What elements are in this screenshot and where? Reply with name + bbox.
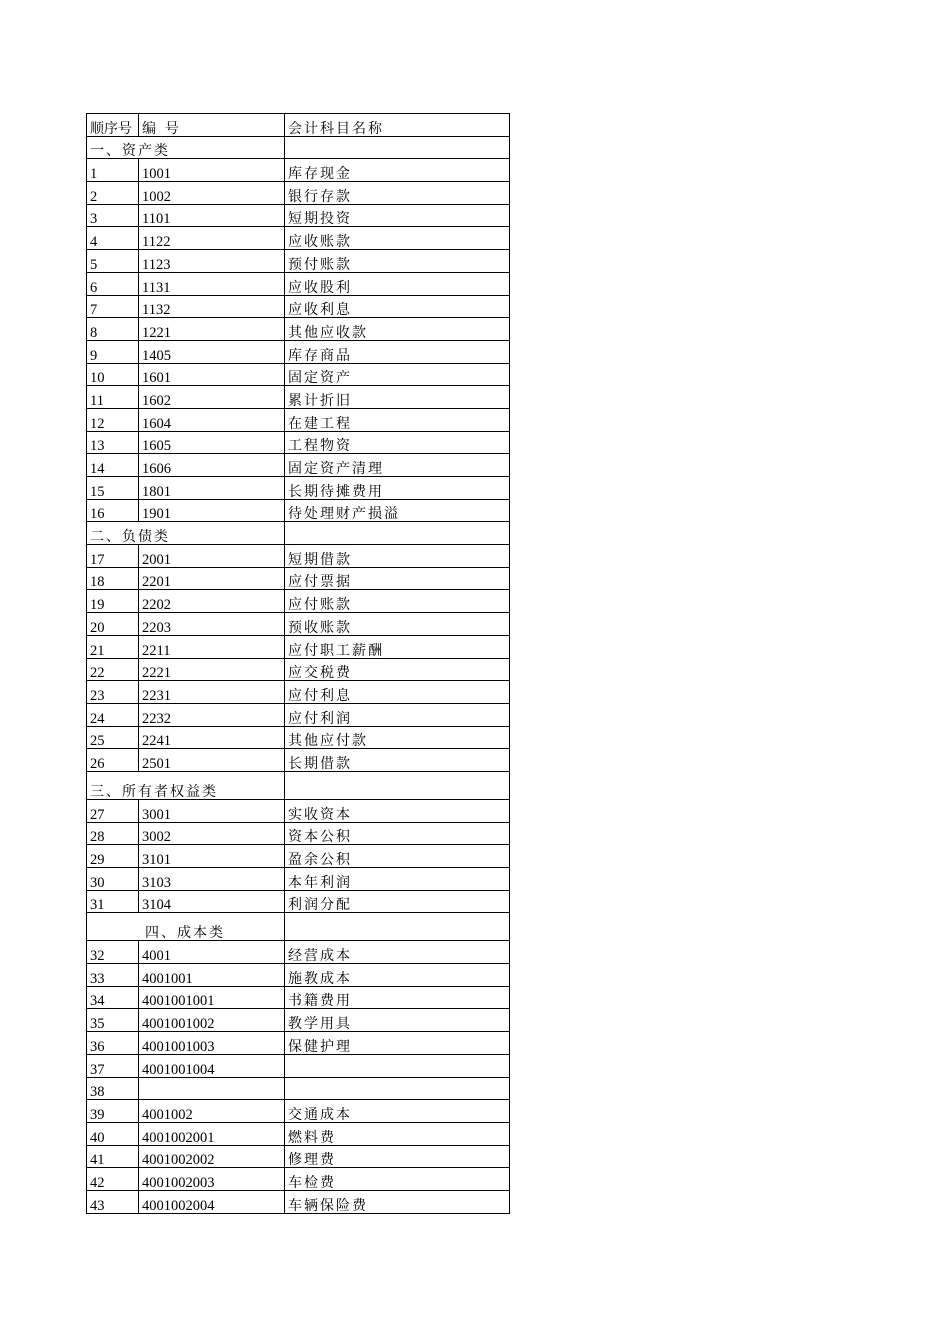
chart-of-accounts-table bbox=[86, 113, 510, 1214]
code-cell: 1606 bbox=[139, 454, 285, 477]
table-row bbox=[87, 318, 510, 341]
table-row bbox=[87, 1190, 510, 1213]
account-name-cell: 累计折旧 bbox=[285, 386, 510, 409]
seq-cell: 14 bbox=[87, 454, 139, 477]
account-name-cell: 短期借款 bbox=[285, 545, 510, 568]
account-name-cell: 应交税费 bbox=[285, 658, 510, 681]
section-label: 二、负债类 bbox=[87, 522, 285, 545]
table-row bbox=[87, 749, 510, 772]
table-row bbox=[87, 681, 510, 704]
code-cell: 4001001002 bbox=[139, 1009, 285, 1032]
code-cell: 1405 bbox=[139, 340, 285, 363]
code-cell: 1221 bbox=[139, 318, 285, 341]
seq-cell: 19 bbox=[87, 590, 139, 613]
table-row bbox=[87, 408, 510, 431]
code-cell: 1123 bbox=[139, 250, 285, 273]
seq-cell: 23 bbox=[87, 681, 139, 704]
table-row bbox=[87, 1054, 510, 1077]
account-name-cell: 交通成本 bbox=[285, 1100, 510, 1123]
table-row bbox=[87, 1168, 510, 1191]
code-cell: 2203 bbox=[139, 613, 285, 636]
account-name-cell: 库存现金 bbox=[285, 159, 510, 182]
account-name-cell: 教学用具 bbox=[285, 1009, 510, 1032]
seq-cell: 38 bbox=[87, 1077, 139, 1100]
account-name-cell: 长期借款 bbox=[285, 749, 510, 772]
table-row bbox=[87, 726, 510, 749]
table-row bbox=[87, 964, 510, 987]
seq-cell: 12 bbox=[87, 408, 139, 431]
account-name-cell: 车检费 bbox=[285, 1168, 510, 1191]
code-cell: 1604 bbox=[139, 408, 285, 431]
code-cell: 2241 bbox=[139, 726, 285, 749]
account-name-cell: 书籍费用 bbox=[285, 986, 510, 1009]
section-label: 三、所有者权益类 bbox=[87, 771, 285, 799]
code-cell: 3101 bbox=[139, 845, 285, 868]
seq-cell: 5 bbox=[87, 250, 139, 273]
seq-cell: 41 bbox=[87, 1145, 139, 1168]
account-name-cell: 应付职工薪酬 bbox=[285, 635, 510, 658]
seq-cell: 24 bbox=[87, 703, 139, 726]
section-empty-cell bbox=[285, 913, 510, 941]
account-name-cell: 应付账款 bbox=[285, 590, 510, 613]
code-cell: 3104 bbox=[139, 890, 285, 913]
seq-cell: 10 bbox=[87, 363, 139, 386]
table-row bbox=[87, 204, 510, 227]
table-row bbox=[87, 658, 510, 681]
table-row bbox=[87, 822, 510, 845]
code-cell: 4001002 bbox=[139, 1100, 285, 1123]
seq-cell: 32 bbox=[87, 941, 139, 964]
header-code: 编 号 bbox=[139, 114, 285, 137]
seq-cell: 42 bbox=[87, 1168, 139, 1191]
table-row bbox=[87, 545, 510, 568]
seq-cell: 34 bbox=[87, 986, 139, 1009]
code-cell: 2001 bbox=[139, 545, 285, 568]
table-row bbox=[87, 613, 510, 636]
seq-cell: 11 bbox=[87, 386, 139, 409]
table-row bbox=[87, 431, 510, 454]
account-name-cell: 其他应收款 bbox=[285, 318, 510, 341]
account-name-cell: 应付利润 bbox=[285, 703, 510, 726]
code-cell: 1901 bbox=[139, 499, 285, 522]
seq-cell: 13 bbox=[87, 431, 139, 454]
section-row bbox=[87, 136, 510, 159]
code-cell: 3001 bbox=[139, 799, 285, 822]
seq-cell: 33 bbox=[87, 964, 139, 987]
table-row bbox=[87, 1145, 510, 1168]
code-cell: 1101 bbox=[139, 204, 285, 227]
code-cell: 2201 bbox=[139, 567, 285, 590]
seq-cell: 1 bbox=[87, 159, 139, 182]
account-name-cell bbox=[285, 1077, 510, 1100]
account-name-cell: 待处理财产损溢 bbox=[285, 499, 510, 522]
seq-cell: 37 bbox=[87, 1054, 139, 1077]
header-name: 会计科目名称 bbox=[285, 114, 510, 137]
table-row bbox=[87, 182, 510, 205]
seq-cell: 9 bbox=[87, 340, 139, 363]
code-cell bbox=[139, 1077, 285, 1100]
account-name-cell: 应付利息 bbox=[285, 681, 510, 704]
table-row bbox=[87, 941, 510, 964]
table-row bbox=[87, 635, 510, 658]
code-cell: 1122 bbox=[139, 227, 285, 250]
table-row bbox=[87, 159, 510, 182]
seq-cell: 25 bbox=[87, 726, 139, 749]
section-row bbox=[87, 771, 510, 799]
code-cell: 4001002003 bbox=[139, 1168, 285, 1191]
seq-cell: 2 bbox=[87, 182, 139, 205]
account-name-cell: 利润分配 bbox=[285, 890, 510, 913]
code-cell: 1601 bbox=[139, 363, 285, 386]
account-name-cell: 其他应付款 bbox=[285, 726, 510, 749]
section-empty-cell bbox=[285, 771, 510, 799]
seq-cell: 17 bbox=[87, 545, 139, 568]
account-name-cell: 固定资产 bbox=[285, 363, 510, 386]
seq-cell: 16 bbox=[87, 499, 139, 522]
code-cell: 4001001003 bbox=[139, 1032, 285, 1055]
seq-cell: 20 bbox=[87, 613, 139, 636]
section-empty-cell bbox=[285, 136, 510, 159]
header-seq: 顺序号 bbox=[87, 114, 139, 137]
code-cell: 4001002002 bbox=[139, 1145, 285, 1168]
code-cell: 1131 bbox=[139, 272, 285, 295]
seq-cell: 43 bbox=[87, 1190, 139, 1213]
account-name-cell: 库存商品 bbox=[285, 340, 510, 363]
account-name-cell: 固定资产清理 bbox=[285, 454, 510, 477]
table-row bbox=[87, 454, 510, 477]
code-cell: 4001001001 bbox=[139, 986, 285, 1009]
code-cell: 4001 bbox=[139, 941, 285, 964]
code-cell: 4001002004 bbox=[139, 1190, 285, 1213]
table-row bbox=[87, 477, 510, 500]
section-row bbox=[87, 522, 510, 545]
code-cell: 2221 bbox=[139, 658, 285, 681]
code-cell: 1001 bbox=[139, 159, 285, 182]
seq-cell: 15 bbox=[87, 477, 139, 500]
code-cell: 3002 bbox=[139, 822, 285, 845]
code-cell: 4001001004 bbox=[139, 1054, 285, 1077]
seq-cell: 36 bbox=[87, 1032, 139, 1055]
code-cell: 3103 bbox=[139, 868, 285, 891]
table-row bbox=[87, 799, 510, 822]
table-row bbox=[87, 227, 510, 250]
account-name-cell: 应收利息 bbox=[285, 295, 510, 318]
table-row bbox=[87, 363, 510, 386]
account-name-cell: 修理费 bbox=[285, 1145, 510, 1168]
account-name-cell: 经营成本 bbox=[285, 941, 510, 964]
table-row bbox=[87, 1077, 510, 1100]
account-name-cell: 预收账款 bbox=[285, 613, 510, 636]
account-name-cell: 短期投资 bbox=[285, 204, 510, 227]
seq-cell: 39 bbox=[87, 1100, 139, 1123]
table-row bbox=[87, 295, 510, 318]
code-cell: 2231 bbox=[139, 681, 285, 704]
table-row bbox=[87, 499, 510, 522]
table-row bbox=[87, 703, 510, 726]
account-name-cell: 盈余公积 bbox=[285, 845, 510, 868]
seq-cell: 27 bbox=[87, 799, 139, 822]
code-cell: 1801 bbox=[139, 477, 285, 500]
seq-cell: 22 bbox=[87, 658, 139, 681]
table-row bbox=[87, 590, 510, 613]
account-name-cell: 本年利润 bbox=[285, 868, 510, 891]
seq-cell: 26 bbox=[87, 749, 139, 772]
seq-cell: 8 bbox=[87, 318, 139, 341]
account-name-cell: 银行存款 bbox=[285, 182, 510, 205]
code-cell: 1132 bbox=[139, 295, 285, 318]
code-cell: 1002 bbox=[139, 182, 285, 205]
seq-cell: 6 bbox=[87, 272, 139, 295]
table-row bbox=[87, 986, 510, 1009]
code-cell: 2211 bbox=[139, 635, 285, 658]
seq-cell: 21 bbox=[87, 635, 139, 658]
table-row bbox=[87, 845, 510, 868]
code-cell: 2232 bbox=[139, 703, 285, 726]
account-name-cell: 预付账款 bbox=[285, 250, 510, 273]
account-name-cell: 应付票据 bbox=[285, 567, 510, 590]
account-name-cell: 施教成本 bbox=[285, 964, 510, 987]
code-cell: 1605 bbox=[139, 431, 285, 454]
seq-cell: 3 bbox=[87, 204, 139, 227]
table-row bbox=[87, 340, 510, 363]
seq-cell: 18 bbox=[87, 567, 139, 590]
table-row bbox=[87, 890, 510, 913]
code-cell: 4001001 bbox=[139, 964, 285, 987]
account-name-cell: 应收账款 bbox=[285, 227, 510, 250]
table-row bbox=[87, 250, 510, 273]
table-row bbox=[87, 567, 510, 590]
table-row bbox=[87, 868, 510, 891]
seq-cell: 7 bbox=[87, 295, 139, 318]
code-cell: 2202 bbox=[139, 590, 285, 613]
section-label: 四、成本类 bbox=[87, 913, 285, 941]
section-empty-cell bbox=[285, 522, 510, 545]
code-cell: 1602 bbox=[139, 386, 285, 409]
seq-cell: 31 bbox=[87, 890, 139, 913]
account-name-cell: 实收资本 bbox=[285, 799, 510, 822]
table-row bbox=[87, 272, 510, 295]
table-row bbox=[87, 1032, 510, 1055]
account-name-cell: 车辆保险费 bbox=[285, 1190, 510, 1213]
account-name-cell: 保健护理 bbox=[285, 1032, 510, 1055]
account-name-cell: 工程物资 bbox=[285, 431, 510, 454]
table-row bbox=[87, 1122, 510, 1145]
account-name-cell: 在建工程 bbox=[285, 408, 510, 431]
table-row bbox=[87, 1009, 510, 1032]
seq-cell: 30 bbox=[87, 868, 139, 891]
account-name-cell: 长期待摊费用 bbox=[285, 477, 510, 500]
seq-cell: 29 bbox=[87, 845, 139, 868]
seq-cell: 35 bbox=[87, 1009, 139, 1032]
table-row bbox=[87, 1100, 510, 1123]
code-cell: 4001002001 bbox=[139, 1122, 285, 1145]
account-name-cell bbox=[285, 1054, 510, 1077]
code-cell: 2501 bbox=[139, 749, 285, 772]
account-name-cell: 资本公积 bbox=[285, 822, 510, 845]
table-row bbox=[87, 386, 510, 409]
seq-cell: 28 bbox=[87, 822, 139, 845]
seq-cell: 4 bbox=[87, 227, 139, 250]
account-name-cell: 燃料费 bbox=[285, 1122, 510, 1145]
header-row bbox=[87, 114, 510, 137]
seq-cell: 40 bbox=[87, 1122, 139, 1145]
section-label: 一、资产类 bbox=[87, 136, 285, 159]
account-name-cell: 应收股利 bbox=[285, 272, 510, 295]
section-row bbox=[87, 913, 510, 941]
